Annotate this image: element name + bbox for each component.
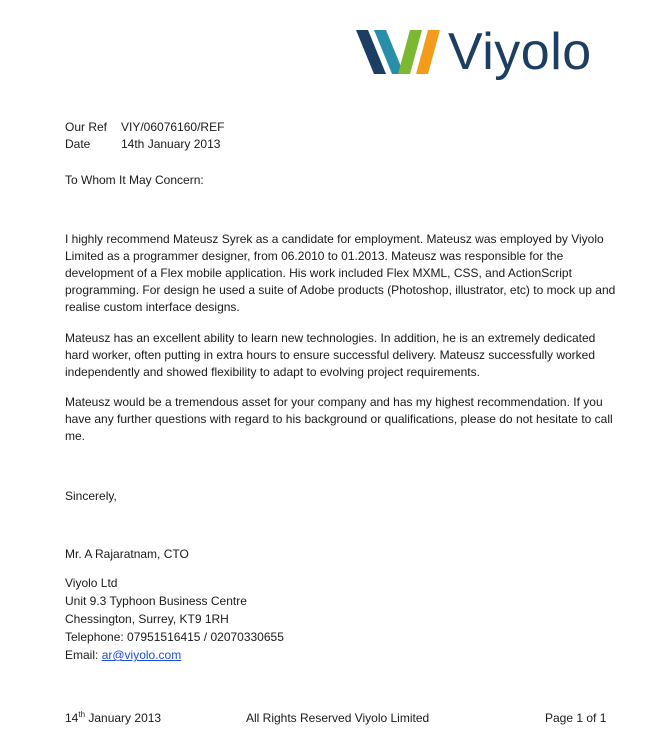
- body-paragraph-3: [65, 394, 613, 445]
- footer-date-day: 14: [65, 711, 79, 725]
- footer-date-rest: January 2013: [85, 711, 162, 725]
- paragraph-line: realise custom interface designs.: [65, 300, 240, 314]
- salutation: To Whom It May Concern:: [65, 173, 204, 187]
- signatory: Mr. A Rajaratnam, CTO: [65, 547, 189, 561]
- viyolo-logo: [356, 23, 618, 88]
- paragraph-line: development of a Flex mobile application. His work included Flex MXML, CSS, and ActionScript: [65, 266, 572, 280]
- company-address: [65, 574, 605, 664]
- email-link[interactable]: ar@viyolo.com: [101, 648, 182, 662]
- paragraph-line: have any further questions with regard to his background or qualifications, please do not hesitate to call: [65, 412, 613, 426]
- date-value: 14th January 2013: [121, 137, 221, 151]
- paragraph-line: Limited as a programmer designer, from 06.2010 to 01.2013. Mateusz was responsible for the: [65, 249, 564, 263]
- paragraph-line: Mateusz has an excellent ability to learn new technologies. In addition, he is an extremely dedicated: [65, 331, 596, 345]
- paragraph-line: Mateusz would be a tremendous asset for your company and has my highest recommendation. If you: [65, 395, 603, 409]
- footer-page-number: Page 1 of 1: [545, 711, 607, 725]
- paragraph-line: I highly recommend Mateusz Syrek as a candidate for employment. Mateusz was employed by Viyolo: [65, 232, 604, 246]
- company-name: Viyolo Ltd: [65, 576, 118, 590]
- date-row: [65, 136, 220, 153]
- logo-stripes-icon: [356, 30, 448, 74]
- paragraph-line: hard worker, often putting in extra hours to ensure successful delivery. Mateusz successfully worked: [65, 348, 596, 362]
- paragraph-line: independently and showed flexibility to adapt to evolving project requirements.: [65, 365, 480, 379]
- footer-copyright: All Rights Reserved Viyolo Limited: [246, 711, 430, 725]
- our-ref-row: [65, 119, 224, 136]
- closing: Sincerely,: [65, 489, 117, 503]
- paragraph-line: programming. For design he used a suite of Adobe products (Photoshop, illustrator, etc) to mock up and: [65, 283, 616, 297]
- email-label: Email:: [65, 648, 102, 662]
- body-paragraph-2: [65, 330, 605, 381]
- paragraph-line: me.: [65, 429, 86, 443]
- our-ref-label: Our Ref: [65, 120, 108, 134]
- footer-date-suffix: th: [78, 710, 86, 719]
- body-paragraph-1: [65, 231, 616, 316]
- telephone: Telephone: 07951516415 / 02070330655: [65, 630, 284, 644]
- logo-wordmark: Viyolo: [448, 23, 592, 81]
- address-street: Unit 9.3 Typhoon Business Centre: [65, 594, 247, 608]
- email-row: [65, 646, 605, 664]
- date-label: Date: [65, 137, 91, 151]
- address-city: Chessington, Surrey, KT9 1RH: [65, 612, 229, 626]
- footer-date: [65, 710, 161, 726]
- our-ref-value: VIY/06076160/REF: [121, 120, 225, 134]
